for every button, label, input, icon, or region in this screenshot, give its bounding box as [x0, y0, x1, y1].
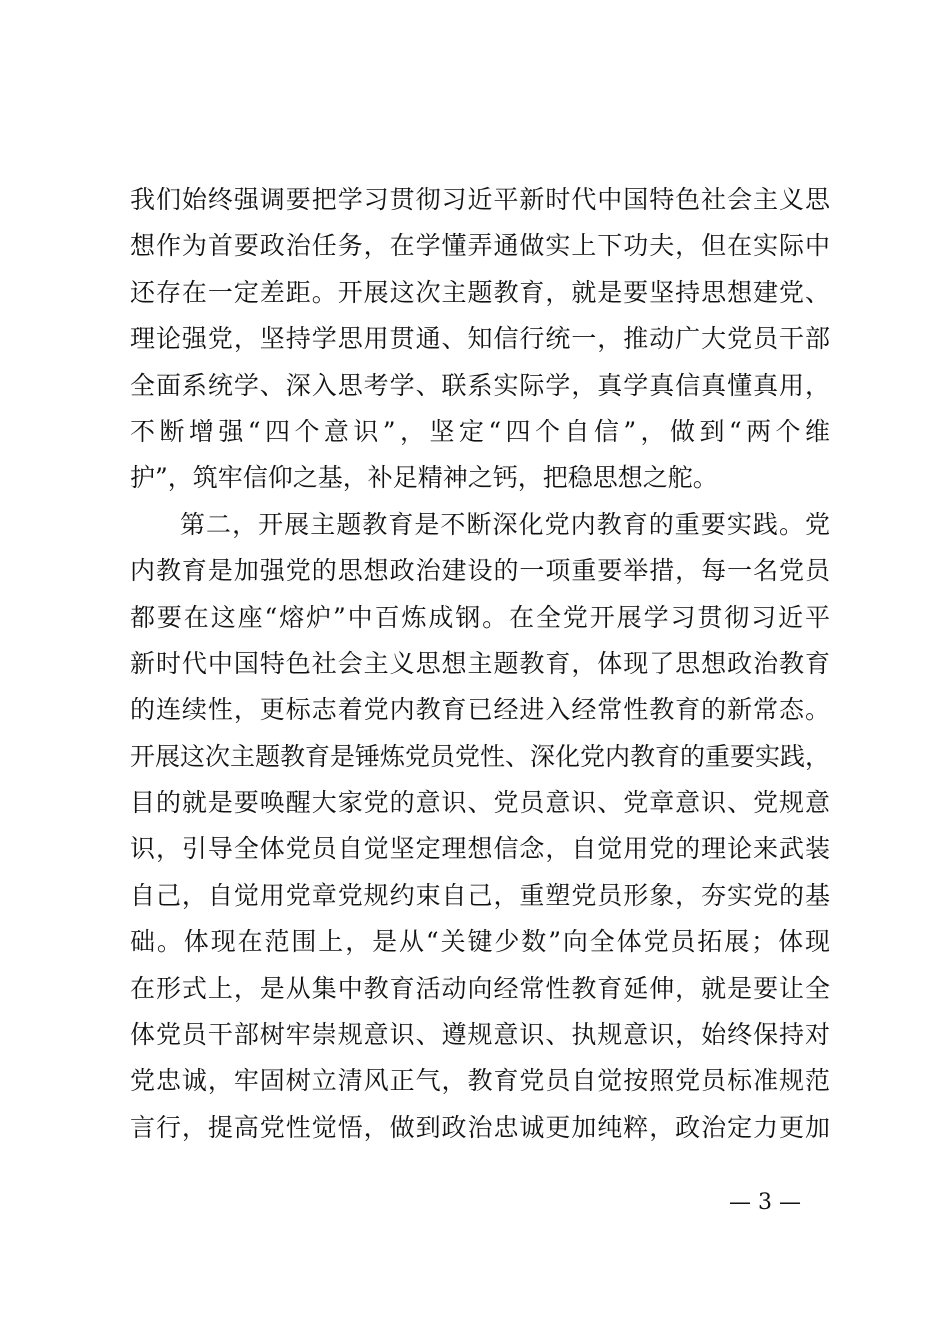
text-line: 体党员干部树牢崇规意识、遵规意识、执规意识，始终保持对: [130, 1020, 830, 1050]
body-text: [130, 177, 830, 1151]
text-line: 我们始终强调要把学习贯彻习近平新时代中国特色社会主义思: [130, 185, 830, 214]
text-line: 础。体现在范围上，是从“关键少数”向全体党员拓展；体现: [130, 927, 830, 957]
text-line: 新时代中国特色社会主义思想主题教育，体现了思想政治教育: [130, 648, 830, 678]
text-line: 言行，提高党性觉悟，做到政治忠诚更加纯粹，政治定力更加: [130, 1112, 830, 1142]
text-line: 想作为首要政治任务，在学懂弄通做实上下功夫，但在实际中: [130, 231, 830, 261]
text-line: 都要在这座“熔炉”中百炼成钢。在全党开展学习贯彻习近平: [130, 602, 830, 632]
text-line: 开展这次主题教育是锤炼党员党性、深化党内教育的重要实践，: [130, 741, 831, 771]
text-line: 全面系统学、深入思考学、联系实际学，真学真信真懂真用，: [130, 370, 830, 400]
text-line: 识，引导全体党员自觉坚定理想信念，自觉用党的理论来武装: [130, 834, 830, 864]
text-line: 护”，筑牢信仰之基，补足精神之钙，把稳思想之舵。: [130, 463, 718, 493]
paragraph-start-line: 第二，开展主题教育是不断深化党内教育的重要实践。党: [180, 509, 830, 539]
text-line: 内教育是加强党的思想政治建设的一项重要举措，每一名党员: [130, 556, 830, 586]
text-line: 自己，自觉用党章党规约束自己，重塑党员形象，夯实党的基: [130, 880, 830, 910]
text-line: 的连续性，更标志着党内教育已经进入经常性教育的新常态。: [130, 695, 830, 725]
text-line: 不断增强“四个意识”，坚定“四个自信”，做到“两个维: [130, 416, 830, 446]
text-line: 理论强党，坚持学思用贯通、知信行统一，推动广大党员干部: [130, 324, 830, 354]
page-number: — 3 —: [729, 1190, 801, 1215]
text-line: 还存在一定差距。开展这次主题教育，就是要坚持思想建党、: [130, 277, 830, 307]
text-line: 在形式上，是从集中教育活动向经常性教育延伸，就是要让全: [130, 973, 830, 1003]
text-line: 党忠诚，牢固树立清风正气，教育党员自觉按照党员标准规范: [130, 1066, 830, 1096]
text-line: 目的就是要唤醒大家党的意识、党员意识、党章意识、党规意: [130, 788, 830, 818]
